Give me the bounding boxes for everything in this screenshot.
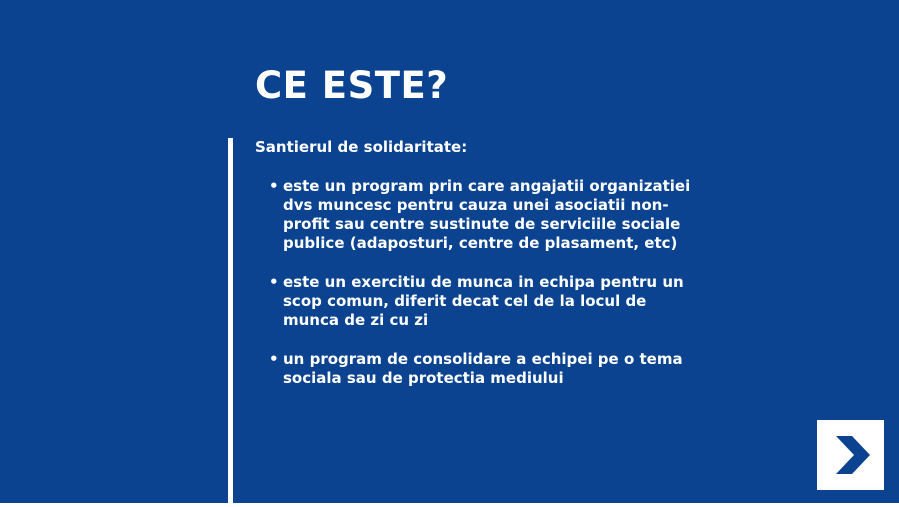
chevron-right-icon xyxy=(828,432,874,478)
bullet-line: este un exercitiu de munca in echipa pentru un xyxy=(283,273,684,291)
bullet-line: sociala sau de protectia mediului xyxy=(283,369,564,387)
bullet-line: dvs muncesc pentru cauza unei asociatii non- xyxy=(283,196,669,214)
bullet-line: profit sau centre sustinute de serviciile sociale xyxy=(283,215,681,233)
intro-text: Santierul de solidaritate: xyxy=(255,138,468,156)
bullet-line: munca de zi cu zi xyxy=(283,311,429,329)
slide-content xyxy=(255,138,775,408)
bullet-item xyxy=(269,350,775,388)
bullet-dot: • xyxy=(269,350,279,368)
next-slide-button[interactable] xyxy=(817,420,884,490)
bullet-item xyxy=(269,273,775,330)
bullet-dot: • xyxy=(269,177,279,195)
bullet-list xyxy=(255,177,775,388)
bullet-item xyxy=(269,177,775,253)
slide-title: CE ESTE? xyxy=(255,64,449,107)
bullet-line: publice (adaposturi, centre de plasament, etc) xyxy=(283,234,678,252)
bullet-line: este un program prin care angajatii organizatiei xyxy=(283,177,691,195)
bullet-line: scop comun, diferit decat cel de la locul de xyxy=(283,292,647,310)
vertical-divider-line xyxy=(228,138,233,503)
bullet-dot: • xyxy=(269,273,279,291)
bullet-line: un program de consolidare a echipei pe o tema xyxy=(283,350,683,368)
